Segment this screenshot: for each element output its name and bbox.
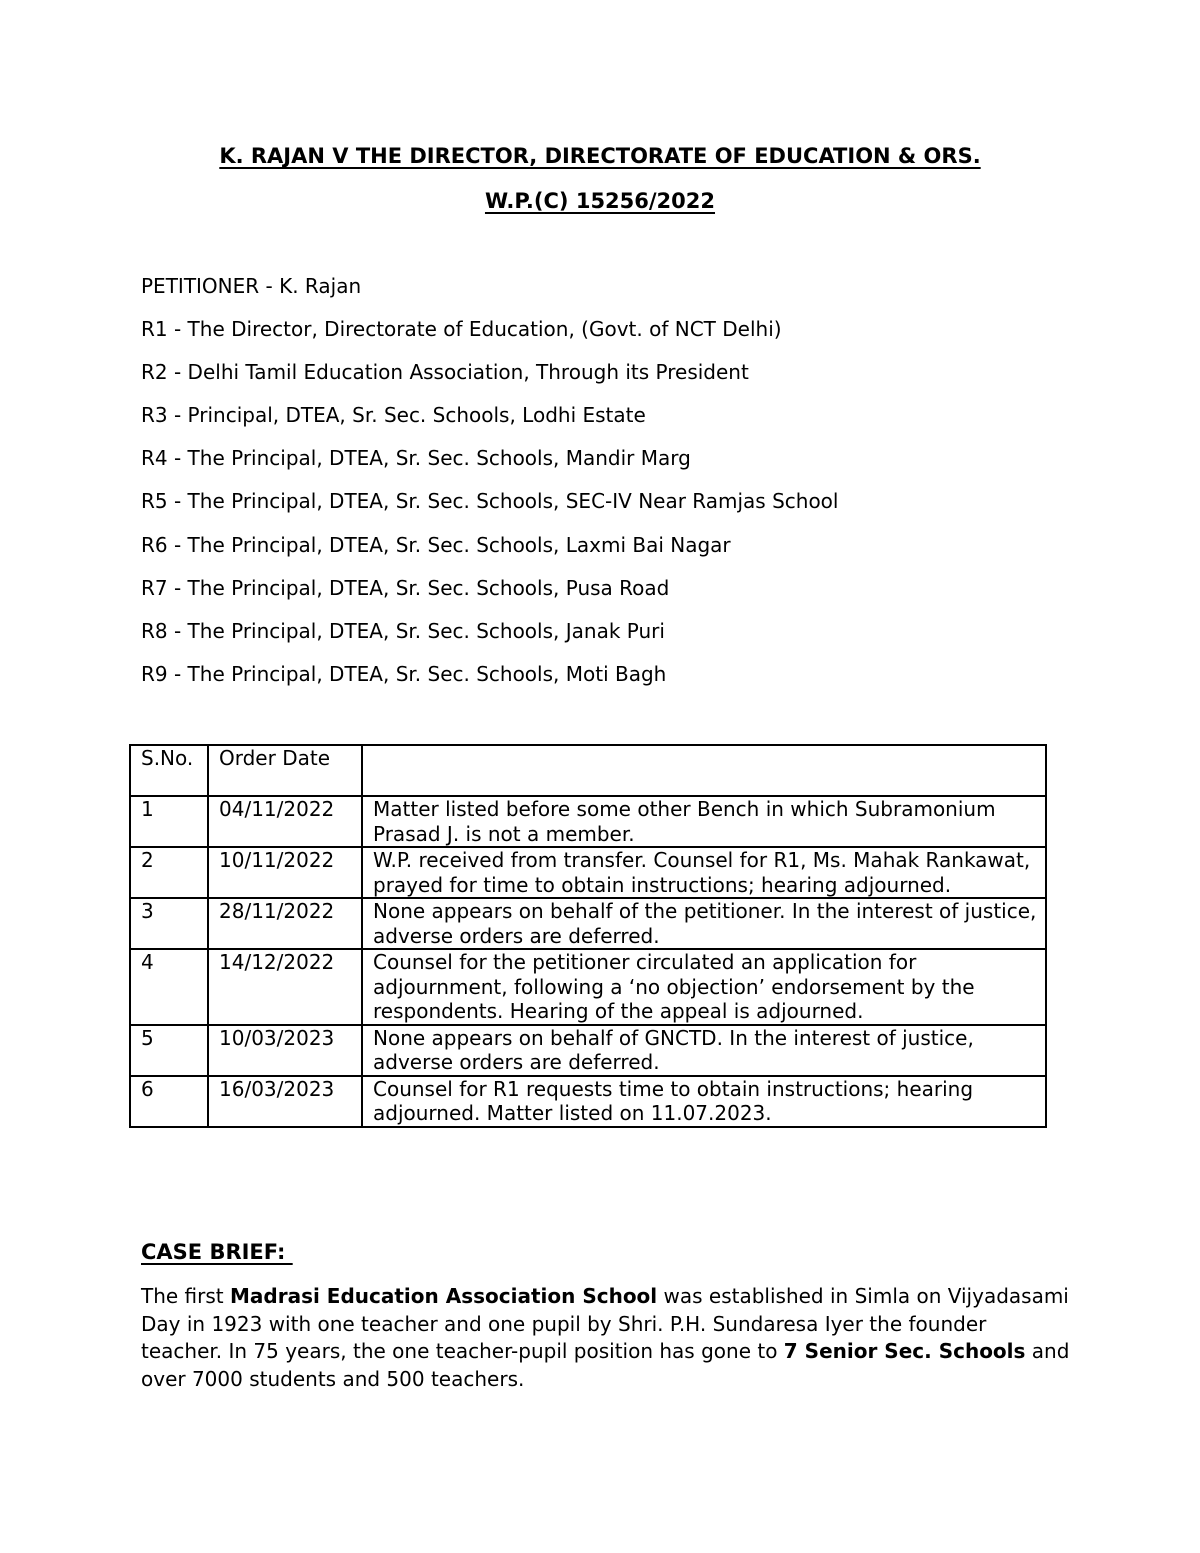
cell-order-date: 16/03/2023 (208, 1076, 362, 1127)
brief-text-2: was established in Simla on Vijyadasami Day in 1923 with one teacher and one pupil by Shri. P.H. Sundaresa Iyer the founder teacher. In 75 years, the one teacher-pupil position has gone to (141, 1284, 1069, 1363)
cell-order-date: 10/11/2022 (208, 847, 362, 898)
cell-sno: 3 (130, 898, 208, 949)
respondent-line-r7: R7 - The Principal, DTEA, Sr. Sec. Schools, Pusa Road (141, 575, 670, 600)
table-row (130, 1076, 1046, 1127)
case-brief-heading: CASE BRIEF: (141, 1240, 293, 1264)
cell-sno: 5 (130, 1025, 208, 1076)
respondent-line-r6: R6 - The Principal, DTEA, Sr. Sec. Schools, Laxmi Bai Nagar (141, 532, 731, 557)
header-sno: S.No. (130, 745, 208, 796)
cell-sno: 6 (130, 1076, 208, 1127)
table-header-row (130, 745, 1046, 796)
brief-text-1: The first (141, 1284, 230, 1308)
respondent-line-r3: R3 - Principal, DTEA, Sr. Sec. Schools, Lodhi Estate (141, 403, 646, 428)
table-row (130, 898, 1046, 949)
cell-order-date: 14/12/2022 (208, 949, 362, 1025)
cell-sno: 1 (130, 796, 208, 847)
parties-list (141, 274, 838, 705)
case-brief-paragraph (141, 1283, 1071, 1393)
cell-sno: 4 (130, 949, 208, 1025)
cell-details: W.P. received from transfer. Counsel for R1, Ms. Mahak Rankawat, prayed for time to obtain instructions; hearing adjourned. (362, 847, 1046, 898)
orders-table (129, 744, 1047, 1128)
petitioner-line: PETITIONER - K. Rajan (141, 274, 362, 298)
cell-order-date: 04/11/2022 (208, 796, 362, 847)
cell-sno: 2 (130, 847, 208, 898)
table-row (130, 949, 1046, 1025)
case-title: K. RAJAN V THE DIRECTOR, DIRECTORATE OF EDUCATION & ORS. (219, 144, 981, 168)
header-details (362, 745, 1046, 796)
brief-bold-schools-count: 7 Senior Sec. Schools (783, 1339, 1026, 1363)
cell-details: None appears on behalf of the petitioner. In the interest of justice, adverse orders are deferred. (362, 898, 1046, 949)
cell-details: None appears on behalf of GNCTD. In the interest of justice, adverse orders are deferred. (362, 1025, 1046, 1076)
cell-details: Counsel for R1 requests time to obtain instructions; hearing adjourned. Matter listed on 11.07.2023. (362, 1076, 1046, 1127)
respondent-line-r2: R2 - Delhi Tamil Education Association, Through its President (141, 360, 749, 385)
header-order-date: Order Date (208, 745, 362, 796)
respondent-line-r4: R4 - The Principal, DTEA, Sr. Sec. Schools, Mandir Marg (141, 446, 691, 471)
respondent-line-r9: R9 - The Principal, DTEA, Sr. Sec. Schools, Moti Bagh (141, 661, 667, 686)
brief-bold-school-name: Madrasi Education Association School (230, 1284, 658, 1308)
respondent-line-r8: R8 - The Principal, DTEA, Sr. Sec. Schools, Janak Puri (141, 618, 665, 643)
respondent-line-r5: R5 - The Principal, DTEA, Sr. Sec. Schools, SEC-IV Near Ramjas School (141, 489, 839, 514)
cell-details: Matter listed before some other Bench in which Subramonium Prasad J. is not a member. (362, 796, 1046, 847)
brief-text-3: and over 7000 students and 500 teachers. (141, 1339, 1070, 1391)
table-row (130, 1025, 1046, 1076)
case-number: W.P.(C) 15256/2022 (484, 189, 716, 213)
respondent-line-r1: R1 - The Director, Directorate of Education, (Govt. of NCT Delhi) (141, 317, 782, 342)
cell-details: Counsel for the petitioner circulated an application for adjournment, following a ‘no objection’ endorsement by the respondents. Hearing of the appeal is adjourned. (362, 949, 1046, 1025)
cell-order-date: 10/03/2023 (208, 1025, 362, 1076)
cell-order-date: 28/11/2022 (208, 898, 362, 949)
table-row (130, 796, 1046, 847)
table-row (130, 847, 1046, 898)
